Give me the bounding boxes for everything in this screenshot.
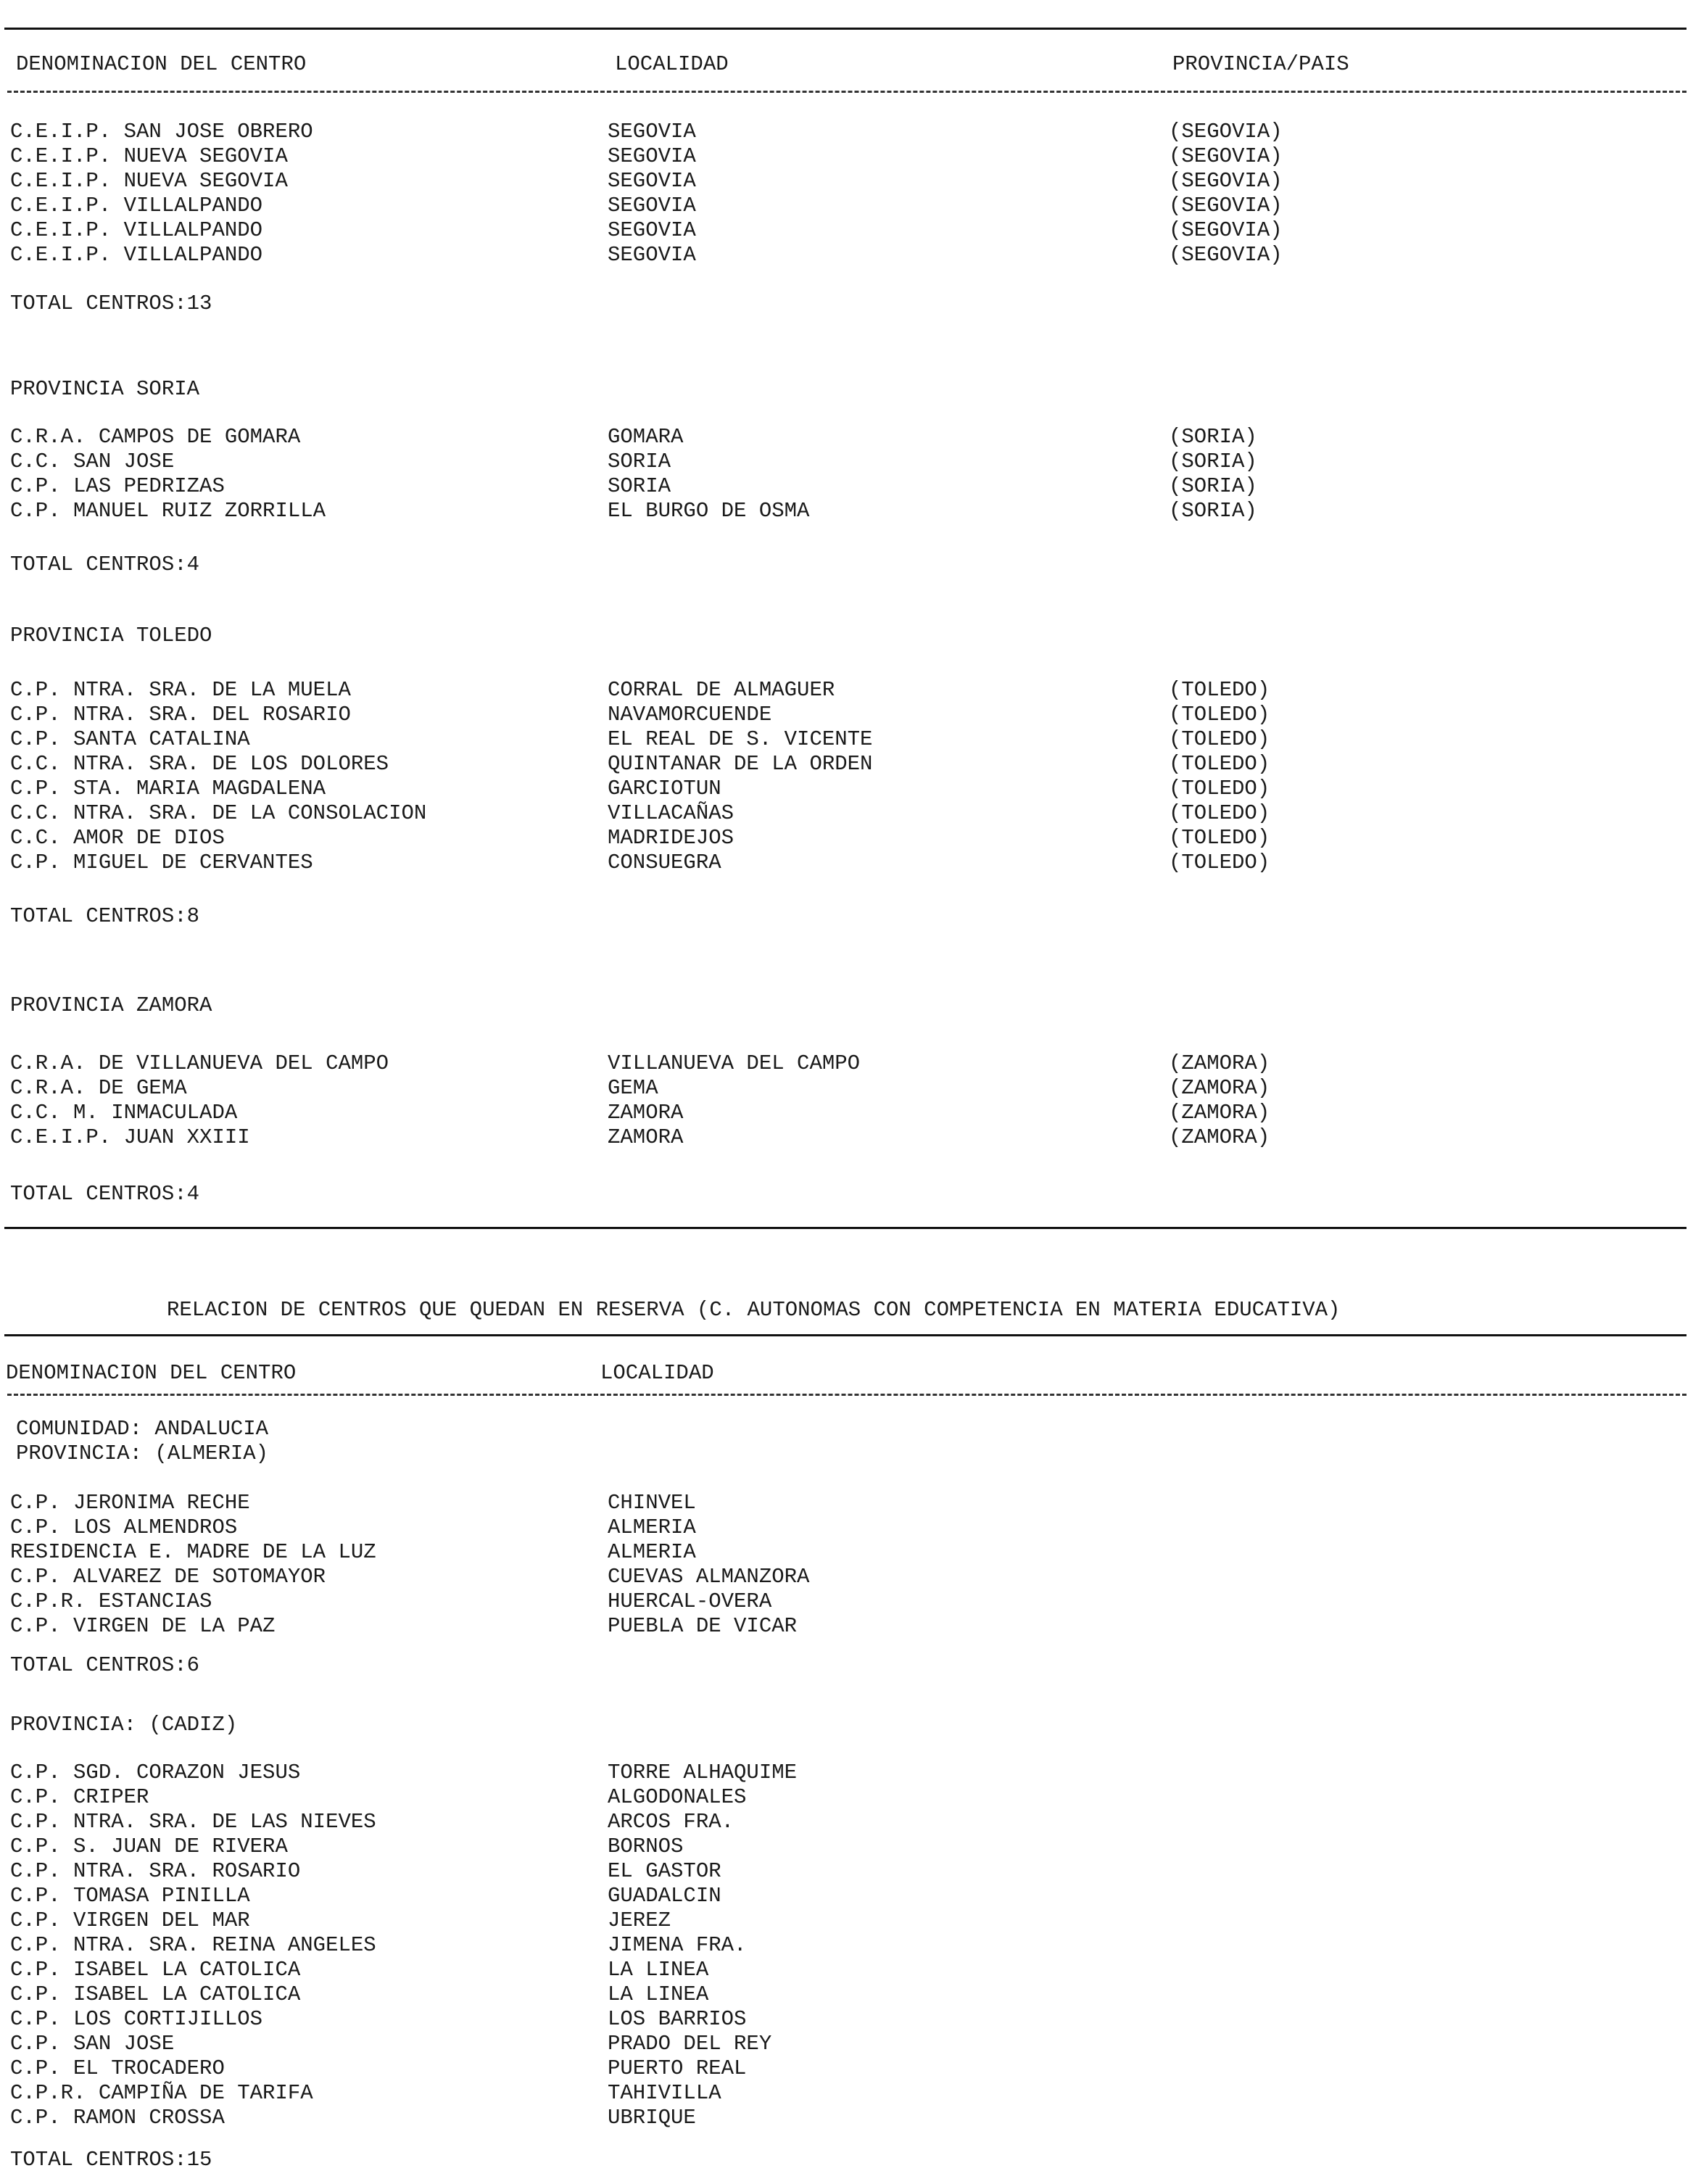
- centro-cell: C.P. LOS ALMENDROS: [10, 1515, 238, 1539]
- provincia-cell: (SEGOVIA): [1169, 144, 1283, 168]
- centro-cell: C.P. LAS PEDRIZAS: [10, 474, 225, 498]
- centro-cell: C.E.I.P. VILLALPANDO: [10, 194, 263, 218]
- table-row: [0, 801, 1701, 826]
- localidad-cell: PRADO DEL REY: [608, 2032, 772, 2056]
- provincia-cell: (ZAMORA): [1169, 1076, 1270, 1100]
- localidad-cell: VILLACAÑAS: [608, 801, 734, 825]
- provincia-cell: (SORIA): [1169, 474, 1257, 498]
- localidad-cell: CHINVEL: [608, 1491, 696, 1515]
- centro-cell: C.P. ALVAREZ DE SOTOMAYOR: [10, 1565, 326, 1589]
- table-row: [0, 450, 1701, 474]
- centro-cell: C.P. CRIPER: [10, 1785, 149, 1809]
- provincia-cell: (SEGOVIA): [1169, 243, 1283, 267]
- centro-cell: C.P. VIRGEN DE LA PAZ: [10, 1614, 276, 1638]
- toledo-heading: PROVINCIA TOLEDO: [10, 624, 212, 648]
- localidad-cell: ALMERIA: [608, 1515, 696, 1539]
- centro-cell: C.P.R. CAMPIÑA DE TARIFA: [10, 2081, 313, 2105]
- table-row: [0, 2032, 1701, 2056]
- centro-cell: C.E.I.P. NUEVA SEGOVIA: [10, 169, 288, 193]
- header-provincia: PROVINCIA/PAIS: [1172, 52, 1349, 76]
- table-row: [0, 1933, 1701, 1958]
- localidad-cell: GARCIOTUN: [608, 777, 721, 801]
- zamora-total: TOTAL CENTROS:4: [10, 1182, 200, 1206]
- centro-cell: C.P. SAN JOSE: [10, 2032, 175, 2056]
- centro-cell: C.C. SAN JOSE: [10, 450, 175, 473]
- table-row: [0, 1785, 1701, 1810]
- table-row: [0, 1051, 1701, 1076]
- provincia-cell: (TOLEDO): [1169, 703, 1270, 727]
- table-row: [0, 120, 1701, 144]
- localidad-cell: ALMERIA: [608, 1540, 696, 1564]
- centro-cell: C.E.I.P. VILLALPANDO: [10, 218, 263, 242]
- provincia-cell: (TOLEDO): [1169, 678, 1270, 702]
- localidad-cell: SEGOVIA: [608, 218, 696, 242]
- table-row: [0, 144, 1701, 169]
- centro-cell: C.C. NTRA. SRA. DE LOS DOLORES: [10, 752, 389, 776]
- table-row: [0, 2056, 1701, 2081]
- localidad-cell: SEGOVIA: [608, 144, 696, 168]
- centro-cell: C.P. NTRA. SRA. DE LA MUELA: [10, 678, 351, 702]
- table-row: [0, 1540, 1701, 1565]
- centro-cell: C.E.I.P. SAN JOSE OBRERO: [10, 120, 313, 144]
- centro-cell: C.P. NTRA. SRA. DE LAS NIEVES: [10, 1810, 376, 1834]
- provincia-cell: (TOLEDO): [1169, 777, 1270, 801]
- table-row: [0, 2081, 1701, 2106]
- localidad-cell: LA LINEA: [608, 1958, 709, 1982]
- table-row: [0, 1491, 1701, 1515]
- comunidad-label: COMUNIDAD: ANDALUCIA: [16, 1417, 269, 1441]
- table-row: [0, 425, 1701, 450]
- header-centro: DENOMINACION DEL CENTRO: [16, 52, 307, 76]
- cadiz-heading: PROVINCIA: (CADIZ): [10, 1713, 238, 1737]
- centro-cell: C.P. JERONIMA RECHE: [10, 1491, 250, 1515]
- centro-cell: C.P. LOS CORTIJILLOS: [10, 2007, 263, 2031]
- table-row: [0, 1565, 1701, 1589]
- table-row: [0, 1101, 1701, 1125]
- centro-cell: C.C. AMOR DE DIOS: [10, 826, 225, 850]
- localidad-cell: TAHIVILLA: [608, 2081, 721, 2105]
- centro-cell: C.E.I.P. NUEVA SEGOVIA: [10, 144, 288, 168]
- localidad-cell: LOS BARRIOS: [608, 2007, 747, 2031]
- localidad-cell: PUEBLA DE VICAR: [608, 1614, 798, 1638]
- header-localidad: LOCALIDAD: [615, 52, 729, 76]
- localidad-cell: ALGODONALES: [608, 1785, 747, 1809]
- table-row: [0, 1589, 1701, 1614]
- localidad-cell: UBRIQUE: [608, 2106, 696, 2130]
- centro-cell: C.P. MANUEL RUIZ ZORRILLA: [10, 499, 326, 523]
- provincia-cell: (SEGOVIA): [1169, 120, 1283, 144]
- almeria-heading: PROVINCIA: (ALMERIA): [16, 1441, 269, 1465]
- centro-cell: C.P. VIRGEN DEL MAR: [10, 1908, 250, 1932]
- table-row: [0, 1835, 1701, 1859]
- provincia-cell: (TOLEDO): [1169, 826, 1270, 850]
- table-row: [0, 851, 1701, 875]
- header-dashed-rule: [7, 91, 1686, 93]
- centro-cell: C.P. S. JUAN DE RIVERA: [10, 1835, 288, 1858]
- provincia-cell: (SEGOVIA): [1169, 218, 1283, 242]
- localidad-cell: VILLANUEVA DEL CAMPO: [608, 1051, 861, 1075]
- localidad-cell: CORRAL DE ALMAGUER: [608, 678, 835, 702]
- provincia-cell: (ZAMORA): [1169, 1051, 1270, 1075]
- provincia-cell: (TOLEDO): [1169, 727, 1270, 751]
- localidad-cell: BORNOS: [608, 1835, 684, 1858]
- centro-cell: C.P. NTRA. SRA. ROSARIO: [10, 1859, 301, 1883]
- centro-cell: C.R.A. DE GEMA: [10, 1076, 187, 1100]
- table-row: [0, 752, 1701, 777]
- provincia-cell: (SORIA): [1169, 499, 1257, 523]
- table-row: [0, 1908, 1701, 1933]
- localidad-cell: ARCOS FRA.: [608, 1810, 734, 1834]
- localidad-cell: CUEVAS ALMANZORA: [608, 1565, 810, 1589]
- centro-cell: C.P. NTRA. SRA. DEL ROSARIO: [10, 703, 351, 727]
- section-rule: [4, 1227, 1686, 1229]
- centro-cell: C.P. MIGUEL DE CERVANTES: [10, 851, 313, 874]
- table-row: [0, 727, 1701, 752]
- localidad-cell: GEMA: [608, 1076, 658, 1100]
- localidad-cell: LA LINEA: [608, 1982, 709, 2006]
- soria-heading: PROVINCIA SORIA: [10, 377, 200, 401]
- centro-cell: C.E.I.P. VILLALPANDO: [10, 243, 263, 267]
- provincia-cell: (SEGOVIA): [1169, 194, 1283, 218]
- localidad-cell: JEREZ: [608, 1908, 671, 1932]
- localidad-cell: SORIA: [608, 474, 671, 498]
- table-row: [0, 474, 1701, 499]
- provincia-cell: (SEGOVIA): [1169, 169, 1283, 193]
- localidad-cell: TORRE ALHAQUIME: [608, 1761, 798, 1784]
- localidad-cell: ZAMORA: [608, 1125, 684, 1149]
- centro-cell: C.C. NTRA. SRA. DE LA CONSOLACION: [10, 801, 427, 825]
- localidad-cell: SEGOVIA: [608, 194, 696, 218]
- table-row: [0, 218, 1701, 243]
- table-row: [0, 1761, 1701, 1785]
- provincia-cell: (TOLEDO): [1169, 801, 1270, 825]
- provincia-cell: (ZAMORA): [1169, 1101, 1270, 1125]
- localidad-cell: QUINTANAR DE LA ORDEN: [608, 752, 873, 776]
- centro-cell: C.P. SANTA CATALINA: [10, 727, 250, 751]
- zamora-heading: PROVINCIA ZAMORA: [10, 993, 212, 1017]
- table-row: [0, 1982, 1701, 2007]
- provincia-cell: (SORIA): [1169, 450, 1257, 473]
- table-row: [0, 194, 1701, 218]
- reserva-dashed-rule: [7, 1394, 1686, 1396]
- reserva-title: RELACION DE CENTROS QUE QUEDAN EN RESERVA (C. AUTONOMAS CON COMPETENCIA EN MATERIA EDUCATIVA): [167, 1298, 1341, 1322]
- table-row: [0, 1958, 1701, 1982]
- centro-cell: C.P. NTRA. SRA. REINA ANGELES: [10, 1933, 376, 1957]
- table-row: [0, 1614, 1701, 1639]
- centro-cell: C.P. TOMASA PINILLA: [10, 1884, 250, 1908]
- table-row: [0, 1859, 1701, 1884]
- localidad-cell: EL GASTOR: [608, 1859, 721, 1883]
- table-row: [0, 678, 1701, 703]
- localidad-cell: NAVAMORCUENDE: [608, 703, 772, 727]
- table-row: [0, 1810, 1701, 1835]
- localidad-cell: EL REAL DE S. VICENTE: [608, 727, 873, 751]
- cadiz-total: TOTAL CENTROS:15: [10, 2148, 212, 2172]
- table-row: [0, 499, 1701, 524]
- provincia-cell: (TOLEDO): [1169, 752, 1270, 776]
- reserva-header-localidad: LOCALIDAD: [600, 1361, 714, 1385]
- localidad-cell: HUERCAL-OVERA: [608, 1589, 772, 1613]
- centro-cell: C.P. ISABEL LA CATOLICA: [10, 1958, 301, 1982]
- segovia-total: TOTAL CENTROS:13: [10, 291, 212, 315]
- centro-cell: C.E.I.P. JUAN XXIII: [10, 1125, 250, 1149]
- centro-cell: C.P. STA. MARIA MAGDALENA: [10, 777, 326, 801]
- table-row: [0, 777, 1701, 801]
- table-row: [0, 826, 1701, 851]
- table-row: [0, 243, 1701, 268]
- centro-cell: C.P. RAMON CROSSA: [10, 2106, 225, 2130]
- centro-cell: RESIDENCIA E. MADRE DE LA LUZ: [10, 1540, 376, 1564]
- localidad-cell: JIMENA FRA.: [608, 1933, 747, 1957]
- table-row: [0, 169, 1701, 194]
- table-row: [0, 1076, 1701, 1101]
- centro-cell: C.P. EL TROCADERO: [10, 2056, 225, 2080]
- localidad-cell: EL BURGO DE OSMA: [608, 499, 810, 523]
- localidad-cell: SEGOVIA: [608, 120, 696, 144]
- centro-cell: C.R.A. CAMPOS DE GOMARA: [10, 425, 301, 449]
- provincia-cell: (ZAMORA): [1169, 1125, 1270, 1149]
- localidad-cell: GOMARA: [608, 425, 684, 449]
- table-row: [0, 1884, 1701, 1908]
- provincia-cell: (TOLEDO): [1169, 851, 1270, 874]
- centro-cell: C.P. SGD. CORAZON JESUS: [10, 1761, 301, 1784]
- centro-cell: C.R.A. DE VILLANUEVA DEL CAMPO: [10, 1051, 389, 1075]
- reserva-rule: [4, 1334, 1686, 1336]
- toledo-total: TOTAL CENTROS:8: [10, 904, 200, 928]
- provincia-cell: (SORIA): [1169, 425, 1257, 449]
- localidad-cell: GUADALCIN: [608, 1884, 721, 1908]
- soria-total: TOTAL CENTROS:4: [10, 553, 200, 576]
- centro-cell: C.P.R. ESTANCIAS: [10, 1589, 212, 1613]
- localidad-cell: PUERTO REAL: [608, 2056, 747, 2080]
- localidad-cell: CONSUEGRA: [608, 851, 721, 874]
- table-row: [0, 703, 1701, 727]
- almeria-total: TOTAL CENTROS:6: [10, 1653, 200, 1677]
- centro-cell: C.P. ISABEL LA CATOLICA: [10, 1982, 301, 2006]
- table-row: [0, 2007, 1701, 2032]
- localidad-cell: SORIA: [608, 450, 671, 473]
- table-row: [0, 2106, 1701, 2130]
- reserva-header-centro: DENOMINACION DEL CENTRO: [6, 1361, 297, 1385]
- localidad-cell: ZAMORA: [608, 1101, 684, 1125]
- localidad-cell: SEGOVIA: [608, 243, 696, 267]
- centro-cell: C.C. M. INMACULADA: [10, 1101, 238, 1125]
- table-row: [0, 1515, 1701, 1540]
- table-row: [0, 1125, 1701, 1150]
- localidad-cell: SEGOVIA: [608, 169, 696, 193]
- top-rule: [4, 28, 1686, 30]
- localidad-cell: MADRIDEJOS: [608, 826, 734, 850]
